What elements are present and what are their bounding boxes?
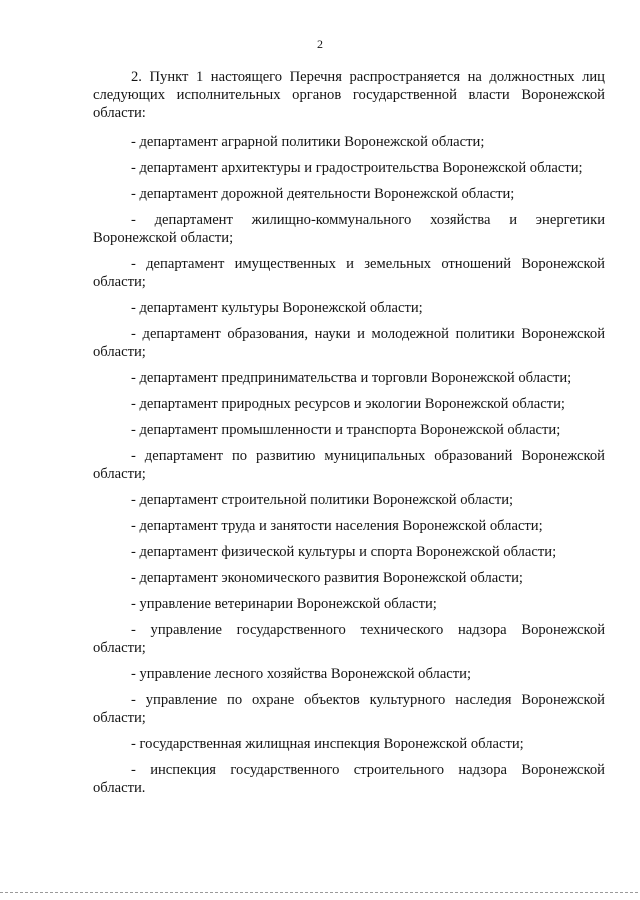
list-item: - государственная жилищная инспекция Воронежской области; (131, 736, 524, 752)
intro-paragraph: 2. Пункт 1 настоящего Перечня распространяется на должностных лиц следующих исполнительных органов государственной власти Воронежской области: (93, 69, 605, 121)
page-number: 2 (317, 37, 323, 51)
list-item: - департамент по развитию муниципальных образований Воронежской области; (93, 448, 605, 482)
list-item: - департамент предпринимательства и торговли Воронежской области; (131, 370, 572, 386)
list-item: - департамент природных ресурсов и экологии Воронежской области; (131, 396, 565, 412)
document-body (93, 68, 605, 805)
list-item: - управление государственного технического надзора Воронежской области; (93, 622, 605, 656)
list-item: - управление по охране объектов культурного наследия Воронежской области; (93, 692, 605, 726)
list-item: - департамент физической культуры и спорта Воронежской области; (131, 544, 557, 560)
list-item: - департамент архитектуры и градостроительства Воронежской области; (131, 160, 583, 176)
list-item: - департамент промышленности и транспорта Воронежской области; (131, 422, 561, 438)
list-item: - управление ветеринарии Воронежской области; (131, 596, 437, 612)
list-item: - инспекция государственного строительного надзора Воронежской области. (93, 762, 605, 796)
list-item: - управление лесного хозяйства Воронежской области; (131, 666, 472, 682)
list-item: - департамент жилищно-коммунального хозяйства и энергетики Воронежской области; (93, 212, 605, 246)
list-item: - департамент экономического развития Воронежской области; (131, 570, 523, 586)
list-item: - департамент строительной политики Воронежской области; (131, 492, 514, 508)
list-item: - департамент аграрной политики Воронежской области; (131, 134, 485, 150)
list-item: - департамент дорожной деятельности Воронежской области; (131, 186, 515, 202)
list-item: - департамент образования, науки и молодежной политики Воронежской области; (93, 326, 605, 360)
list-item: - департамент имущественных и земельных отношений Воронежской области; (93, 256, 605, 290)
bottom-scan-edge (0, 892, 640, 893)
list-item: - департамент культуры Воронежской области; (131, 300, 423, 316)
list-item: - департамент труда и занятости населения Воронежской области; (131, 518, 543, 534)
